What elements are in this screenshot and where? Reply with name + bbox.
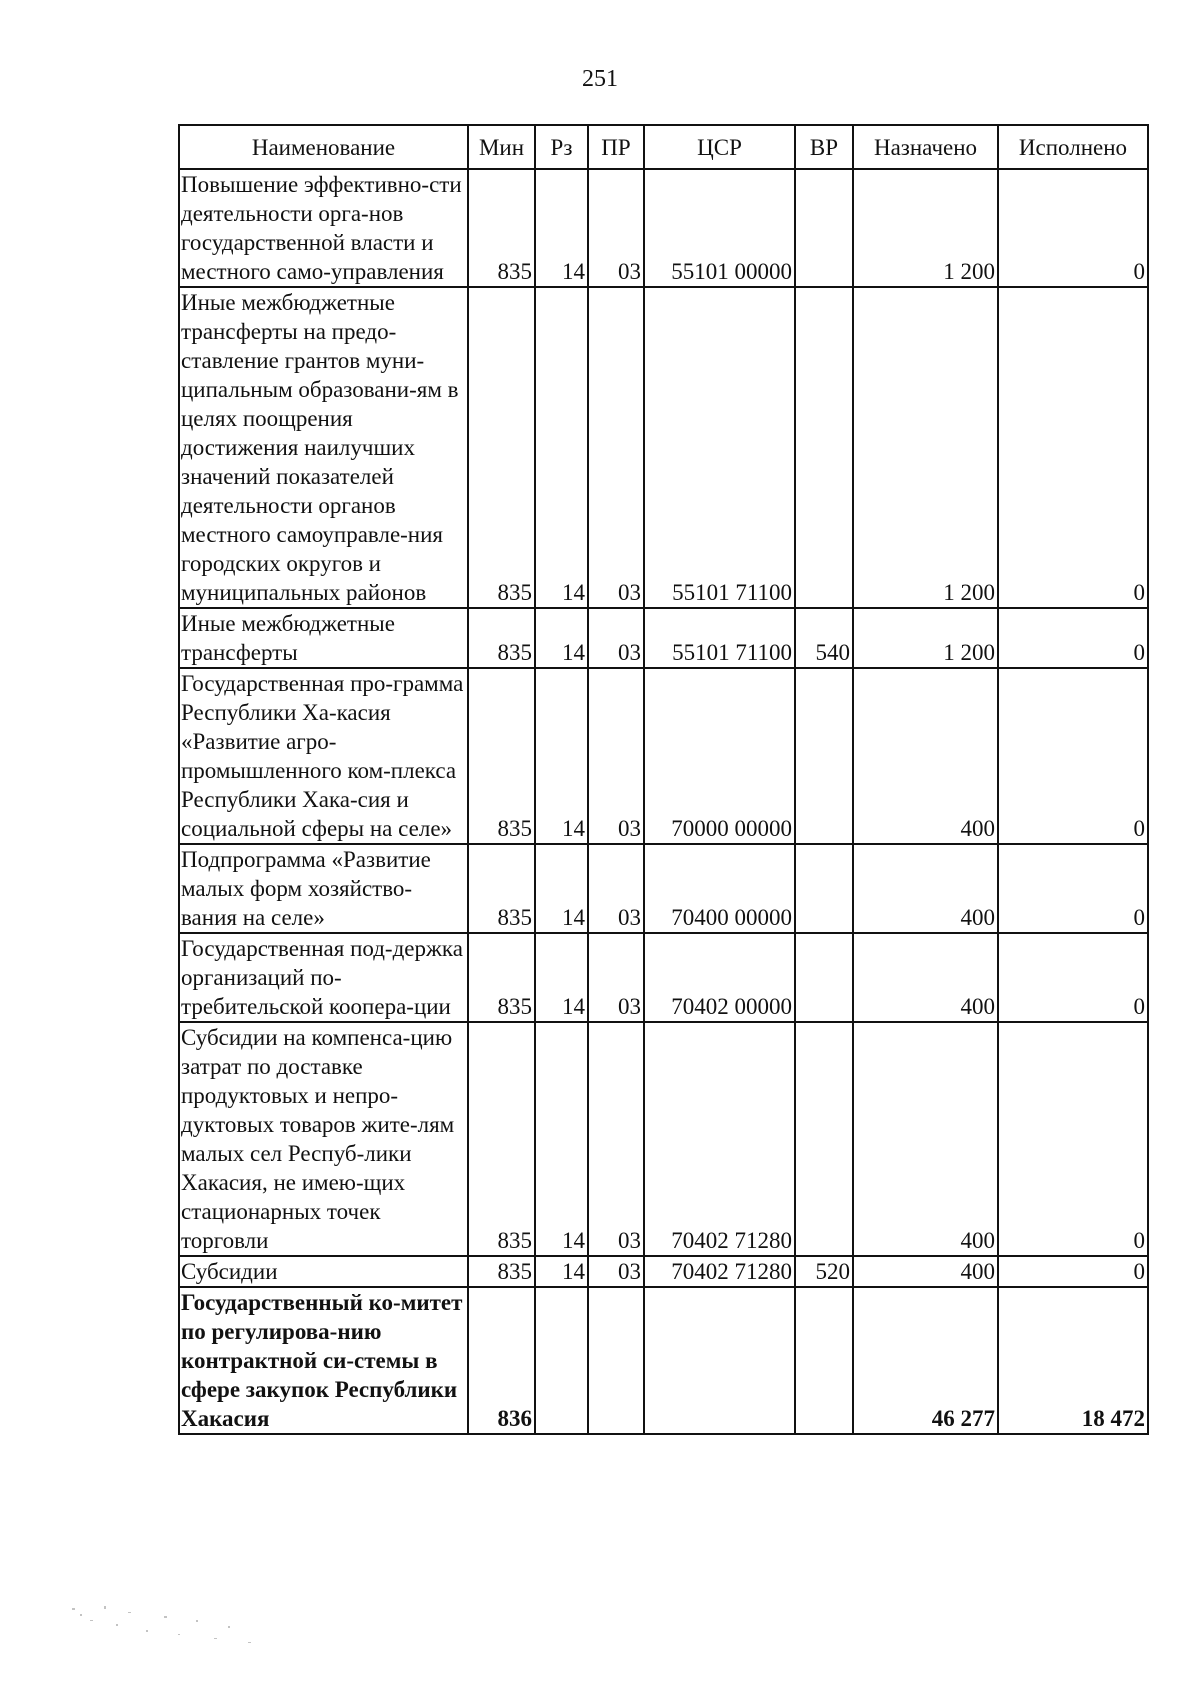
row-rz-cell: 14 [535, 287, 588, 608]
row-name-cell: Субсидии [179, 1256, 468, 1287]
table-row [179, 668, 1148, 844]
row-rz-cell: 14 [535, 844, 588, 933]
row-vr-cell [795, 287, 853, 608]
row-name-cell: Повышение эффективно-сти деятельности орга-нов государственной власти и местного само-управления [179, 169, 468, 287]
header-min: Мин [468, 125, 535, 169]
row-csr-cell: 70400 00000 [644, 844, 795, 933]
header-vr: ВР [795, 125, 853, 169]
table-row [179, 169, 1148, 287]
row-assigned-cell: 400 [853, 933, 998, 1022]
row-pr-cell: 03 [588, 844, 644, 933]
scan-noise-marks [68, 1590, 288, 1660]
row-assigned-cell: 1 200 [853, 169, 998, 287]
row-min-cell: 835 [468, 1256, 535, 1287]
row-executed-cell: 18 472 [998, 1287, 1148, 1434]
row-assigned-cell: 400 [853, 668, 998, 844]
row-vr-cell: 540 [795, 608, 853, 668]
row-rz-cell: 14 [535, 608, 588, 668]
table-row [179, 1022, 1148, 1256]
row-assigned-cell: 1 200 [853, 287, 998, 608]
row-csr-cell: 55101 71100 [644, 287, 795, 608]
row-assigned-cell: 46 277 [853, 1287, 998, 1434]
row-executed-cell: 0 [998, 1022, 1148, 1256]
header-name: Наименование [179, 125, 468, 169]
row-csr-cell: 70402 71280 [644, 1256, 795, 1287]
row-vr-cell: 520 [795, 1256, 853, 1287]
row-vr-cell [795, 169, 853, 287]
budget-table [178, 124, 1149, 1435]
header-assigned: Назначено [853, 125, 998, 169]
row-csr-cell: 70000 00000 [644, 668, 795, 844]
row-min-cell: 835 [468, 287, 535, 608]
row-pr-cell: 03 [588, 668, 644, 844]
row-vr-cell [795, 1022, 853, 1256]
row-name-cell: Субсидии на компенса-цию затрат по доставке продуктовых и непро-дуктовых товаров жите-лям малых сел Респуб-лики Хакасия, не имею-щих стационарных точек торговли [179, 1022, 468, 1256]
row-min-cell: 835 [468, 844, 535, 933]
table-row [179, 1256, 1148, 1287]
row-pr-cell: 03 [588, 933, 644, 1022]
row-pr-cell: 03 [588, 1256, 644, 1287]
row-csr-cell: 55101 71100 [644, 608, 795, 668]
table-row-total [179, 1287, 1148, 1434]
row-executed-cell: 0 [998, 608, 1148, 668]
row-executed-cell: 0 [998, 668, 1148, 844]
table-row [179, 608, 1148, 668]
row-min-cell: 835 [468, 668, 535, 844]
row-pr-cell [588, 1287, 644, 1434]
row-assigned-cell: 1 200 [853, 608, 998, 668]
header-rz: Рз [535, 125, 588, 169]
table-row [179, 933, 1148, 1022]
row-name-cell: Иные межбюджетные трансферты [179, 608, 468, 668]
header-executed: Исполнено [998, 125, 1148, 169]
row-assigned-cell: 400 [853, 1022, 998, 1256]
row-pr-cell: 03 [588, 169, 644, 287]
row-rz-cell: 14 [535, 668, 588, 844]
row-name-cell: Иные межбюджетные трансферты на предо-ставление грантов муни-ципальным образовани-ям в целях поощрения достижения наилучших значений показателей деятельности органов местного самоуправле-ния городских округов и муниципальных районов [179, 287, 468, 608]
row-name-cell: Подпрограмма «Развитие малых форм хозяйство-вания на селе» [179, 844, 468, 933]
row-executed-cell: 0 [998, 933, 1148, 1022]
row-executed-cell: 0 [998, 844, 1148, 933]
row-min-cell: 835 [468, 169, 535, 287]
row-csr-cell: 70402 00000 [644, 933, 795, 1022]
header-csr: ЦСР [644, 125, 795, 169]
row-csr-cell [644, 1287, 795, 1434]
row-name-cell: Государственная про-грамма Республики Ха-касия «Развитие агро-промышленного ком-плекса Республики Хака-сия и социальной сферы на селе» [179, 668, 468, 844]
row-rz-cell [535, 1287, 588, 1434]
row-vr-cell [795, 1287, 853, 1434]
row-executed-cell: 0 [998, 287, 1148, 608]
row-min-cell: 835 [468, 933, 535, 1022]
row-executed-cell: 0 [998, 1256, 1148, 1287]
row-min-cell: 835 [468, 1022, 535, 1256]
row-assigned-cell: 400 [853, 1256, 998, 1287]
row-min-cell: 835 [468, 608, 535, 668]
row-csr-cell: 70402 71280 [644, 1022, 795, 1256]
row-rz-cell: 14 [535, 1256, 588, 1287]
page-number: 251 [582, 66, 618, 92]
row-rz-cell: 14 [535, 169, 588, 287]
header-pr: ПР [588, 125, 644, 169]
row-rz-cell: 14 [535, 933, 588, 1022]
row-rz-cell: 14 [535, 1022, 588, 1256]
row-vr-cell [795, 668, 853, 844]
table-row [179, 844, 1148, 933]
row-csr-cell: 55101 00000 [644, 169, 795, 287]
row-name-cell: Государственный ко-митет по регулирова-нию контрактной си-стемы в сфере закупок Республики Хакасия [179, 1287, 468, 1434]
row-vr-cell [795, 933, 853, 1022]
row-pr-cell: 03 [588, 608, 644, 668]
row-name-cell: Государственная под-держка организаций по-требительской коопера-ции [179, 933, 468, 1022]
row-vr-cell [795, 844, 853, 933]
table-row [179, 287, 1148, 608]
row-executed-cell: 0 [998, 169, 1148, 287]
row-pr-cell: 03 [588, 287, 644, 608]
row-min-cell: 836 [468, 1287, 535, 1434]
table-header-row [179, 125, 1148, 169]
row-assigned-cell: 400 [853, 844, 998, 933]
row-pr-cell: 03 [588, 1022, 644, 1256]
